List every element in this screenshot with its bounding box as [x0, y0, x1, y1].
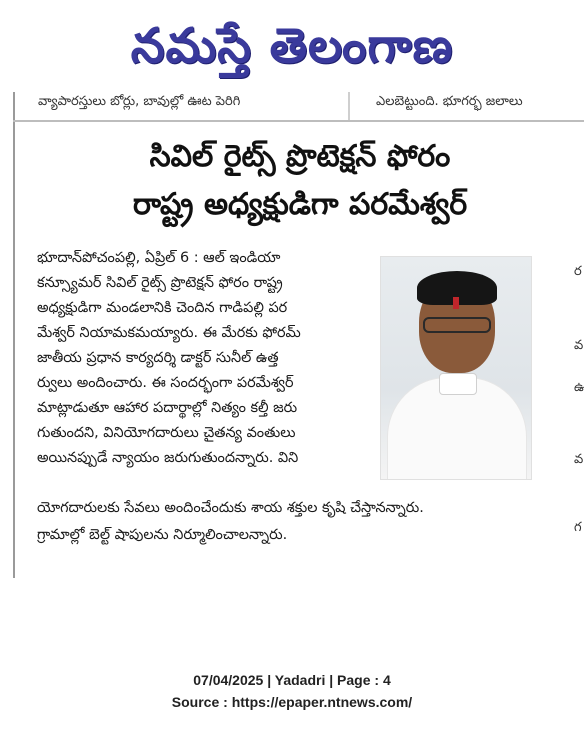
body-line: గుతుందని, వినియోగదారులు చైతన్య వంతులు: [37, 425, 296, 441]
right-edge-fragment: ఉ: [574, 380, 584, 395]
right-edge-fragment: వ: [574, 338, 584, 353]
body-line: కన్స్యూమర్ సివిల్ రైట్స్ ప్రొటెక్షన్ ఫోరం రాష్ట్ర: [37, 275, 283, 291]
photo-collar: [439, 373, 477, 395]
newspaper-masthead: [0, 0, 584, 92]
body-line: అయినప్పుడే న్యాయం జరుగుతుందన్నారు. విని: [37, 450, 299, 466]
previous-article-snippet-right: ఎలబెట్టుంది. భూగర్భ జలాలు: [376, 94, 523, 109]
article-top-rule: [13, 120, 584, 122]
footer-date-edition-page: 07/04/2025 | Yadadri | Page : 4: [193, 672, 391, 688]
headline-line-2: రాష్ట్ర అధ్యక్షుడిగా పరమేశ్వర్: [132, 187, 468, 222]
headline-line-1: సివిల్ రైట్స్ ప్రొటెక్షన్ ఫోరం: [149, 139, 451, 174]
right-edge-fragment: వ: [574, 452, 584, 467]
body-line: మేశ్వర్ నియామకమయ్యారు. ఈ మేరకు ఫోరమ్: [37, 325, 301, 341]
column-divider-middle: [348, 92, 350, 122]
column-divider-left: [13, 92, 15, 578]
body-line: జాతీయ ప్రధాన కార్యదర్శి డాక్టర్ సునీల్ ఉత్త: [37, 350, 279, 366]
body-line: అధ్యక్షుడిగా మండలానికి చెందిన గాడిపల్లి పర: [37, 300, 288, 316]
right-edge-fragment: గ: [574, 520, 582, 535]
footer-source: Source : https://epaper.ntnews.com/: [171, 694, 413, 710]
body-line: గ్రామాల్లో బెల్ట్ షాపులను నిర్మూలించాలన్నారు.: [37, 527, 288, 543]
body-line: భూదాన్‌పోచంపల్లి, ఏప్రిల్ 6 : ఆల్ ఇండియా: [37, 250, 281, 266]
masthead-title: నమస్తే తెలంగాణ: [130, 18, 454, 74]
body-line: ర్వులు అందించారు. ఈ సందర్భంగా పరమేశ్వర్: [37, 375, 294, 391]
photo-glasses: [423, 317, 491, 333]
portrait-photo: [380, 256, 532, 480]
right-edge-fragment: ర: [574, 264, 582, 279]
previous-article-snippet-left: వ్యాపారస్తులు బోర్లు, బావుల్లో ఊట పెరిగి: [38, 94, 241, 109]
body-line: యోగదారులకు సేవలు అందించేందుకు శాయ శక్తుల కృషి చేస్తానన్నారు.: [37, 500, 424, 516]
photo-tilak: [453, 297, 459, 309]
body-line: మాట్లాడుతూ ఆహార పదార్థాల్లో నిత్యం కల్తీ జరు: [37, 400, 298, 416]
